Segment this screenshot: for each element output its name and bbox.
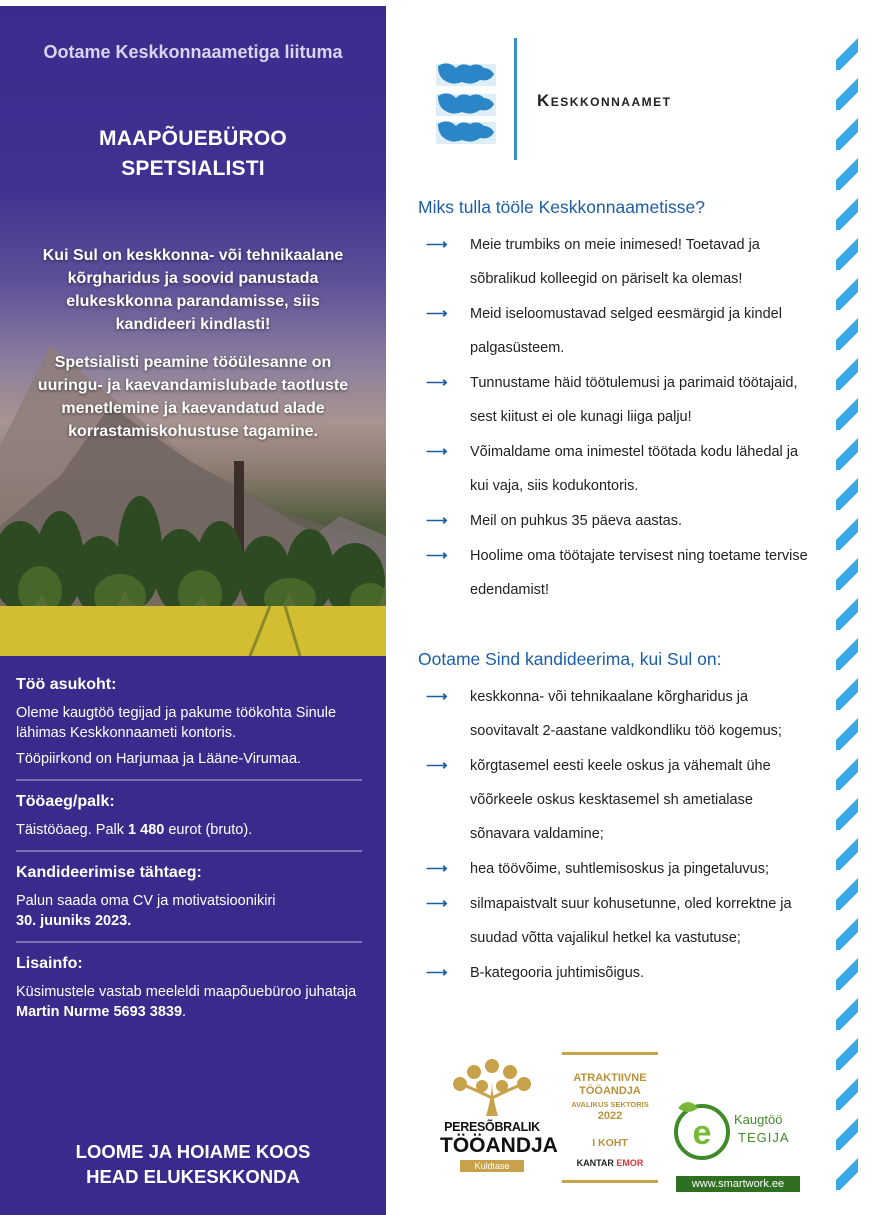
requirements-list xyxy=(424,680,816,990)
salary-block xyxy=(16,791,362,852)
requirement-item: ⟶ kõrgtasemel eesti keele oskus ja vähemalt ühe võõrkeele oskus kesktasemel sh ametialase sõnavara valdamine; xyxy=(424,749,816,851)
badge-level: Kuldtase xyxy=(460,1160,524,1172)
location-block xyxy=(16,674,362,781)
requirements-heading: Ootame Sind kandideerima, kui Sul on: xyxy=(418,649,722,669)
requirement-item: ⟶ hea töövõime, suhtlemisoskus ja pingetaluvus; xyxy=(424,852,816,886)
why-list xyxy=(424,228,816,607)
badge-line-3: AVALIKUS SEKTORIS xyxy=(571,1100,649,1109)
tree-icon xyxy=(440,1058,544,1118)
location-text-1: Oleme kaugtöö tegijad ja pakume töökohta Sinule lähimas Keskkonnaameti kontoris. xyxy=(16,705,337,741)
arrow-right-icon: ⟶ xyxy=(426,964,448,981)
contact-heading: Lisainfo: xyxy=(16,955,83,972)
requirement-item: ⟶ B-kategooria juhtimisõigus. xyxy=(424,956,816,990)
agency-name: Keskkonnaamet xyxy=(537,91,672,110)
e-leaf-icon xyxy=(670,1098,730,1162)
why-item: ⟶ Tunnustame häid töötulemusi ja parimaid töötajaid, sest kiitust ei ole kunagi liiga palju! xyxy=(424,366,816,434)
badge-line-1: Kaugtöö xyxy=(734,1112,783,1127)
why-item: ⟶ Võimaldame oma inimestel töötada kodu lähedal ja kui vaja, siis kodukontoris. xyxy=(424,435,816,503)
job-title-line-1: MAAPÕUEBÜROO xyxy=(99,127,287,150)
badge-line-2: TÖÖANDJA xyxy=(579,1085,641,1097)
decorative-stripes xyxy=(826,30,866,1190)
arrow-right-icon: ⟶ xyxy=(426,688,448,705)
location-text-2: Tööpiirkond on Harjumaa ja Lääne-Virumaa. xyxy=(16,751,302,767)
contact-text: Küsimustele vastab meeleldi maapõuebüroo juhataja Martin Nurme 5693 3839. xyxy=(16,984,357,1020)
badge-year: 2022 xyxy=(597,1110,623,1122)
info-section xyxy=(16,674,362,1042)
badge-line-1: PERESÕBRALIK xyxy=(444,1120,540,1134)
arrow-right-icon: ⟶ xyxy=(426,305,448,322)
arrow-right-icon: ⟶ xyxy=(426,236,448,253)
attractive-employer-badge xyxy=(560,1052,660,1186)
arrow-right-icon: ⟶ xyxy=(426,443,448,460)
intro-text: Kui Sul on keskkonna- või tehnikaalane kõrgharidus ja soovid panustada elukeskkonna parandamisse, siis kandideeri kindlasti! xyxy=(42,247,344,333)
badge-place: I KOHT xyxy=(592,1137,628,1149)
task-text: Spetsialisti peamine tööülesanne on uuringu- ja kaevandamislubade taotluste menetlemine ja kaevandatud alade korrastamiskohustuse tagamine. xyxy=(37,354,349,440)
requirement-item: ⟶ keskkonna- või tehnikaalane kõrgharidus ja soovitavalt 2-aastane valdkondliku töö kogemus; xyxy=(424,680,816,748)
badge-line-2: TÖÖANDJA xyxy=(440,1134,558,1157)
deadline-heading: Kandideerimise tähtaeg: xyxy=(16,864,202,881)
why-item: ⟶ Meid iseloomustavad selged eesmärgid ja kindel palgasüsteem. xyxy=(424,297,816,365)
slogan-line-2: HEAD ELUKESKKONDA xyxy=(86,1166,300,1187)
requirement-item: ⟶ silmapaistvalt suur kohusetunne, oled korrektne ja suudad võtta vajalikul hetkel ka vastutuse; xyxy=(424,887,816,955)
badge-url: www.smartwork.ee xyxy=(676,1176,800,1192)
job-title-line-2: SPETSIALISTI xyxy=(121,157,265,180)
deadline-text: Palun saada oma CV ja motivatsioonikiri xyxy=(16,893,276,909)
slogan-line-1: LOOME JA HOIAME KOOS xyxy=(75,1141,311,1162)
arrow-right-icon: ⟶ xyxy=(426,895,448,912)
badge-line-2: TEGIJA xyxy=(738,1130,790,1145)
deadline-block xyxy=(16,862,362,943)
remote-work-badge xyxy=(664,1098,804,1194)
coat-of-arms-icon xyxy=(432,58,500,146)
join-heading: Ootame Keskkonnaametiga liituma xyxy=(43,42,343,62)
arrow-right-icon: ⟶ xyxy=(426,374,448,391)
arrow-right-icon: ⟶ xyxy=(426,860,448,877)
location-heading: Töö asukoht: xyxy=(16,676,117,693)
salary-heading: Tööaeg/palk: xyxy=(16,793,115,810)
family-friendly-employer-badge xyxy=(440,1058,558,1180)
deadline-date: 30. juuniks 2023. xyxy=(16,913,132,929)
job-title xyxy=(0,124,386,184)
salary-amount: 1 480 xyxy=(128,822,165,838)
contact-person: Martin Nurme 5693 3839 xyxy=(16,1004,183,1020)
svg-text:e: e xyxy=(692,1114,712,1152)
why-item: ⟶ Meil on puhkus 35 päeva aastas. xyxy=(424,504,816,538)
hero-image xyxy=(0,6,386,656)
arrow-right-icon: ⟶ xyxy=(426,757,448,774)
slogan xyxy=(0,1139,386,1189)
contact-block xyxy=(16,953,362,1032)
arrow-right-icon: ⟶ xyxy=(426,547,448,564)
why-heading: Miks tulla tööle Keskkonnaametisse? xyxy=(418,197,705,217)
why-item: ⟶ Meie trumbiks on meie inimesed! Toetavad ja sõbralikud kolleegid on päriselt ka olemas! xyxy=(424,228,816,296)
salary-text: Täistööaeg. Palk 1 480 eurot (bruto). xyxy=(16,822,253,838)
logo-divider xyxy=(514,38,517,160)
badge-brand: KANTAR EMOR xyxy=(576,1158,644,1168)
badge-line-1: ATRAKTIIVNE xyxy=(573,1072,647,1084)
arrow-right-icon: ⟶ xyxy=(426,512,448,529)
left-panel xyxy=(0,6,386,1215)
why-item: ⟶ Hoolime oma töötajate tervisest ning toetame tervise edendamist! xyxy=(424,539,816,607)
